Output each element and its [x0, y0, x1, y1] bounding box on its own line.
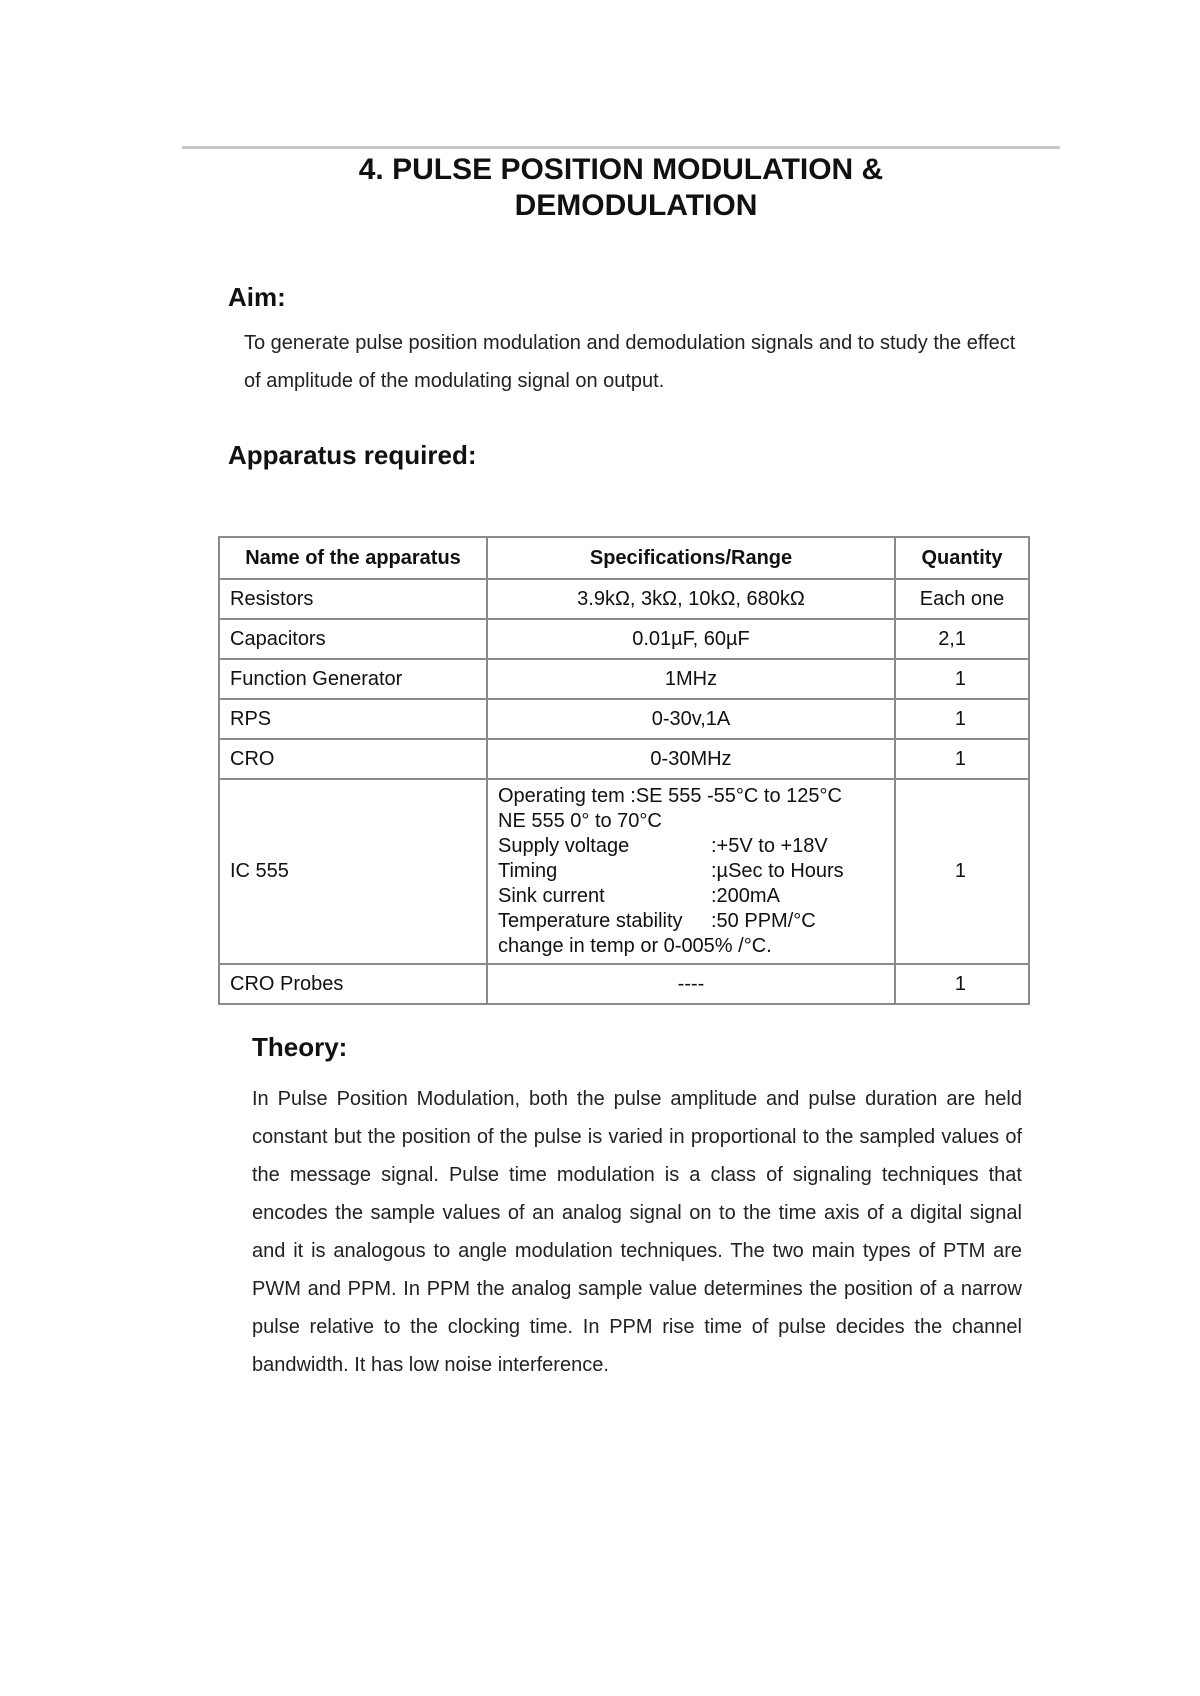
apparatus-name: Function Generator	[219, 659, 487, 699]
table-row	[219, 699, 1029, 739]
apparatus-quantity: 1	[895, 699, 1029, 739]
spec-key: Timing	[498, 860, 558, 882]
table-row-ic555	[219, 779, 1029, 964]
spec-value: :200mA	[711, 885, 780, 907]
apparatus-quantity: 1	[895, 779, 1029, 964]
apparatus-spec: 0-30MHz	[487, 739, 895, 779]
table-row	[219, 739, 1029, 779]
apparatus-spec: ----	[487, 964, 895, 1004]
column-header-quantity: Quantity	[895, 537, 1029, 579]
title-line-2: DEMODULATION	[514, 189, 758, 222]
apparatus-name: IC 555	[219, 779, 487, 964]
apparatus-quantity: 1	[895, 739, 1029, 779]
table-row	[219, 619, 1029, 659]
column-header-spec: Specifications/Range	[487, 537, 895, 579]
ic555-temp-change: change in temp or 0-005% /°C.	[498, 935, 772, 957]
spec-value: :50 PPM/°C	[711, 910, 816, 932]
theory-text: In Pulse Position Modulation, both the pulse amplitude and pulse duration are held constant but the position of the pulse is varied in proportional to the sampled values of the message signal. Pulse time modulation is a class of signaling techniques that encodes the sample values of an analog signal on to the time axis of a digital signal and it is analogous to angle modulation techniques. The two main types of PTM are PWM and PPM. In PPM the analog sample value determines the position of a narrow pulse relative to the clocking time. In PPM rise time of pulse decides the channel bandwidth. It has low noise interference.	[252, 1088, 1022, 1376]
apparatus-spec: 1MHz	[487, 659, 895, 699]
spec-value: :µSec to Hours	[711, 860, 844, 882]
spec-key: Sink current	[498, 885, 605, 907]
aim-text: To generate pulse position modulation and demodulation signals and to study the effect of amplitude of the modulating signal on output.	[244, 332, 1016, 392]
ic555-spec	[487, 779, 895, 964]
spec-key: Supply voltage	[498, 835, 630, 857]
apparatus-spec: 0-30v,1A	[487, 699, 895, 739]
ic555-temp-stability	[498, 909, 884, 934]
apparatus-spec: 3.9kΩ, 3kΩ, 10kΩ, 680kΩ	[487, 579, 895, 619]
ic555-sink-current	[498, 884, 884, 909]
apparatus-quantity: Each one	[895, 579, 1029, 619]
title-line-1: 4. PULSE POSITION MODULATION &	[358, 153, 884, 186]
apparatus-quantity: 2,1	[895, 619, 1029, 659]
column-header-name: Name of the apparatus	[219, 537, 487, 579]
table-row	[219, 579, 1029, 619]
top-divider	[182, 146, 1060, 149]
ic555-timing	[498, 859, 884, 884]
apparatus-name: Capacitors	[219, 619, 487, 659]
apparatus-name: Resistors	[219, 579, 487, 619]
table-header-row	[219, 537, 1029, 579]
table-row	[219, 659, 1029, 699]
spec-value: :+5V to +18V	[711, 835, 828, 857]
table-row	[219, 964, 1029, 1004]
aim-heading: Aim:	[228, 282, 286, 312]
apparatus-name: CRO	[219, 739, 487, 779]
apparatus-table	[218, 536, 1030, 1005]
ic555-operating-temp: Operating tem :SE 555 -55°C to 125°C	[498, 785, 842, 807]
apparatus-quantity: 1	[895, 964, 1029, 1004]
apparatus-name: CRO Probes	[219, 964, 487, 1004]
apparatus-name: RPS	[219, 699, 487, 739]
apparatus-spec: 0.01µF, 60µF	[487, 619, 895, 659]
ic555-ne555-temp: NE 555 0° to 70°C	[498, 810, 662, 832]
ic555-supply-voltage	[498, 834, 884, 859]
apparatus-quantity: 1	[895, 659, 1029, 699]
apparatus-heading: Apparatus required:	[228, 440, 477, 470]
theory-heading: Theory:	[252, 1032, 348, 1062]
spec-key: Temperature stability	[498, 910, 683, 932]
page-title	[182, 152, 1060, 224]
